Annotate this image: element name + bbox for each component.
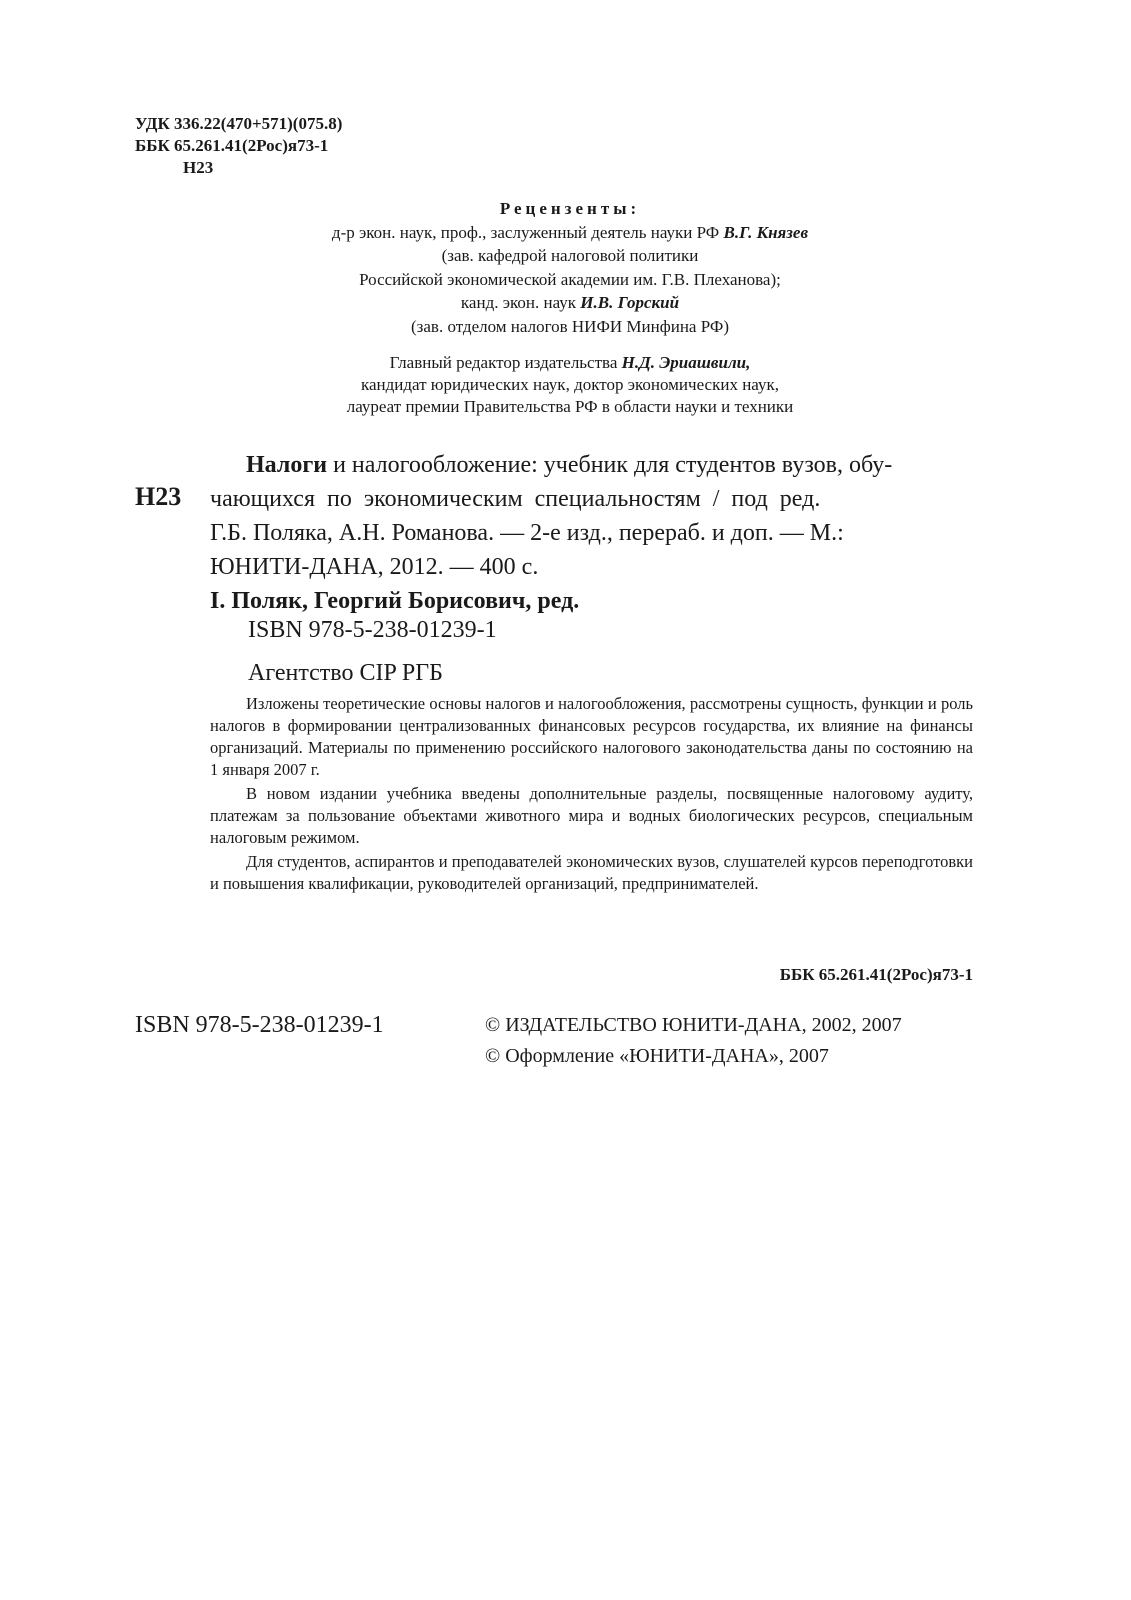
annotation — [210, 693, 973, 897]
editor-line-1 — [160, 352, 980, 374]
copyright-publisher: © ИЗДАТЕЛЬСТВО ЮНИТИ-ДАНА, 2002, 2007 — [485, 1014, 902, 1036]
entry-line-1 — [210, 448, 980, 482]
bibliographic-entry — [210, 448, 980, 618]
reviewer-1-title: д-р экон. наук, проф., заслуженный деятель науки РФ — [331, 222, 720, 242]
entry-editor-heading: I. Поляк, Георгий Борисович, ред. — [210, 588, 580, 614]
reviewer-line-4 — [160, 291, 980, 315]
entry-line-2: чающихся по экономическим специальностям / под ред. — [210, 486, 821, 512]
footer-isbn: ISBN 978-5-238-01239-1 — [135, 1012, 384, 1038]
bbk-code: ББК 65.261.41(2Рос)я73-1 — [135, 136, 329, 155]
reviewer-line-2: (зав. кафедрой налоговой политики — [441, 246, 699, 265]
entry-isbn: ISBN 978-5-238-01239-1 — [248, 617, 497, 643]
cip-agency: Агентство CIP РГБ — [248, 660, 443, 686]
editor-line-2: кандидат юридических наук, доктор экономических наук, — [360, 375, 779, 394]
annotation-paragraph-2: В новом издании учебника введены дополнительные разделы, посвященные налоговому аудиту, платежам за пользование объектами животного мира и водных биологических ресурсов, специальным налоговым режимом. — [210, 784, 973, 847]
annotation-paragraph-1: Изложены теоретические основы налогов и налогообложения, рассмотрены сущность, функции и роль налогов в формировании централизованных финансовых ресурсов государства, их влияние на финансы организаций. Материалы по применению российского налогового законодательства даны по состоянию на 1 января 2007 г. — [210, 694, 973, 779]
annotation-paragraph-3: Для студентов, аспирантов и преподавателей экономических вузов, слушателей курсов переподготовки и повышения квалификации, руководителей организаций, предпринимателей. — [210, 852, 973, 893]
copyright-design: © Оформление «ЮНИТИ-ДАНА», 2007 — [485, 1045, 829, 1067]
reviewers-heading: Рецензенты: — [499, 199, 641, 218]
bbk-right: ББК 65.261.41(2Рос)я73-1 — [779, 965, 973, 984]
chief-editor-block — [160, 352, 980, 418]
editor-title: Главный редактор издательства — [389, 353, 618, 372]
entry-title-rest: и налогообложение: учебник для студентов вузов, обу- — [333, 452, 893, 478]
editor-line-3: лауреат премии Правительства РФ в области науки и техники — [346, 397, 794, 416]
udk-code: УДК 336.22(470+571)(075.8) — [135, 114, 343, 133]
entry-line-4: ЮНИТИ-ДАНА, 2012. — 400 с. — [210, 554, 539, 580]
classification-codes — [135, 113, 342, 179]
entry-line-5 — [210, 584, 980, 618]
reviewer-line-3: Российской экономической академии им. Г.В. Плеханова); — [359, 269, 781, 289]
entry-title-bold: Налоги — [246, 452, 328, 478]
reviewer-1-name: В.Г. Князев — [723, 222, 809, 242]
reviewers-block — [160, 197, 980, 338]
reviewer-line-5: (зав. отделом налогов НИФИ Минфина РФ) — [411, 316, 729, 336]
reviewer-2-name: И.В. Горский — [580, 293, 680, 312]
entry-line-3: Г.Б. Поляка, А.Н. Романова. — 2-е изд., перераб. и доп. — М.: — [210, 520, 844, 546]
reviewer-2-title: канд. экон. наук — [460, 293, 577, 312]
reviewer-line-1 — [160, 221, 980, 245]
author-mark: Н23 — [183, 158, 214, 177]
editor-name: Н.Д. Эриашвили, — [621, 353, 751, 372]
entry-author-mark: Н23 — [135, 482, 182, 511]
